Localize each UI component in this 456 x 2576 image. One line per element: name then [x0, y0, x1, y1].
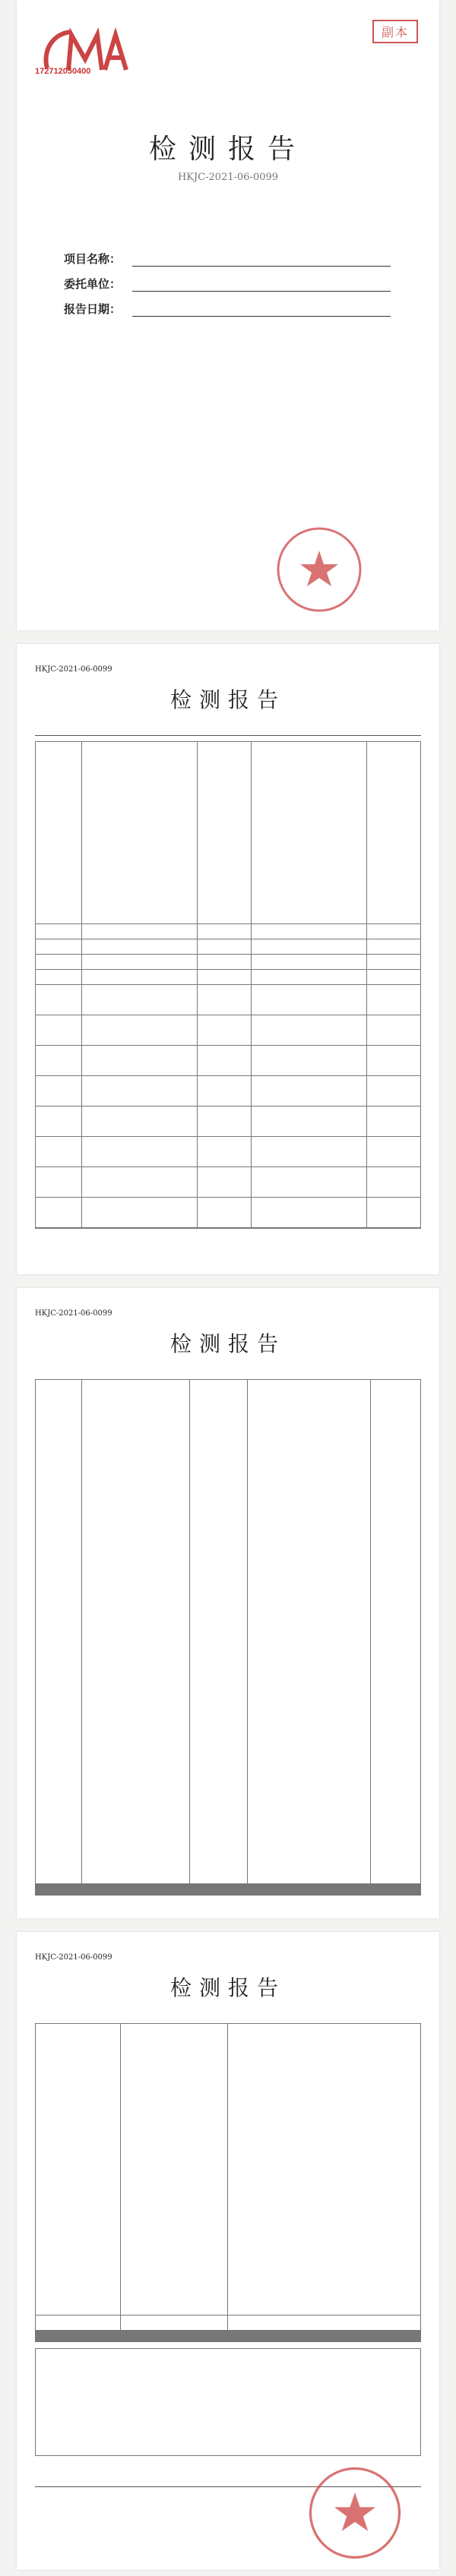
report-page-4: [17, 1932, 439, 2570]
cover-field-value: [132, 276, 391, 292]
cover-field-project: [64, 251, 391, 267]
cover-field-date: [64, 301, 391, 317]
cover-fields: [64, 251, 391, 317]
cover-field-label: 项目名称：: [64, 252, 122, 266]
official-seal-image: [274, 524, 365, 615]
report-number: HKJC-2021-06-0099: [177, 172, 279, 183]
report-page-3: [17, 1288, 439, 1918]
registration-number: 172712050400: [35, 67, 91, 76]
report-number: HKJC-2021-06-0099: [35, 665, 112, 674]
qualification-info: [35, 67, 149, 76]
test-table: [35, 741, 421, 1229]
copy-mark: 副本: [372, 20, 418, 43]
cover-field-client: [64, 276, 391, 292]
report-page-2: [17, 644, 439, 1274]
cover-field-value: [132, 251, 391, 267]
report-number: HKJC-2021-06-0099: [35, 1309, 112, 1318]
report-title: 检测报告: [148, 134, 307, 165]
page-title: 检测报告: [169, 1975, 286, 2000]
test-table: [35, 1379, 421, 1896]
page-title: 检测报告: [169, 1331, 286, 1356]
cover-field-label: 委托单位：: [64, 277, 122, 291]
report-cover-page: [17, 0, 439, 630]
cover-field-label: 报告日期：: [64, 302, 122, 316]
measurement-table: [35, 2023, 421, 2342]
report-number: HKJC-2021-06-0099: [35, 1953, 112, 1962]
remarks-box: [35, 2348, 421, 2456]
cover-field-value: [132, 301, 391, 317]
page-title: 检测报告: [169, 687, 286, 712]
official-seal-image: [306, 2464, 404, 2562]
page-divider: [35, 735, 421, 736]
